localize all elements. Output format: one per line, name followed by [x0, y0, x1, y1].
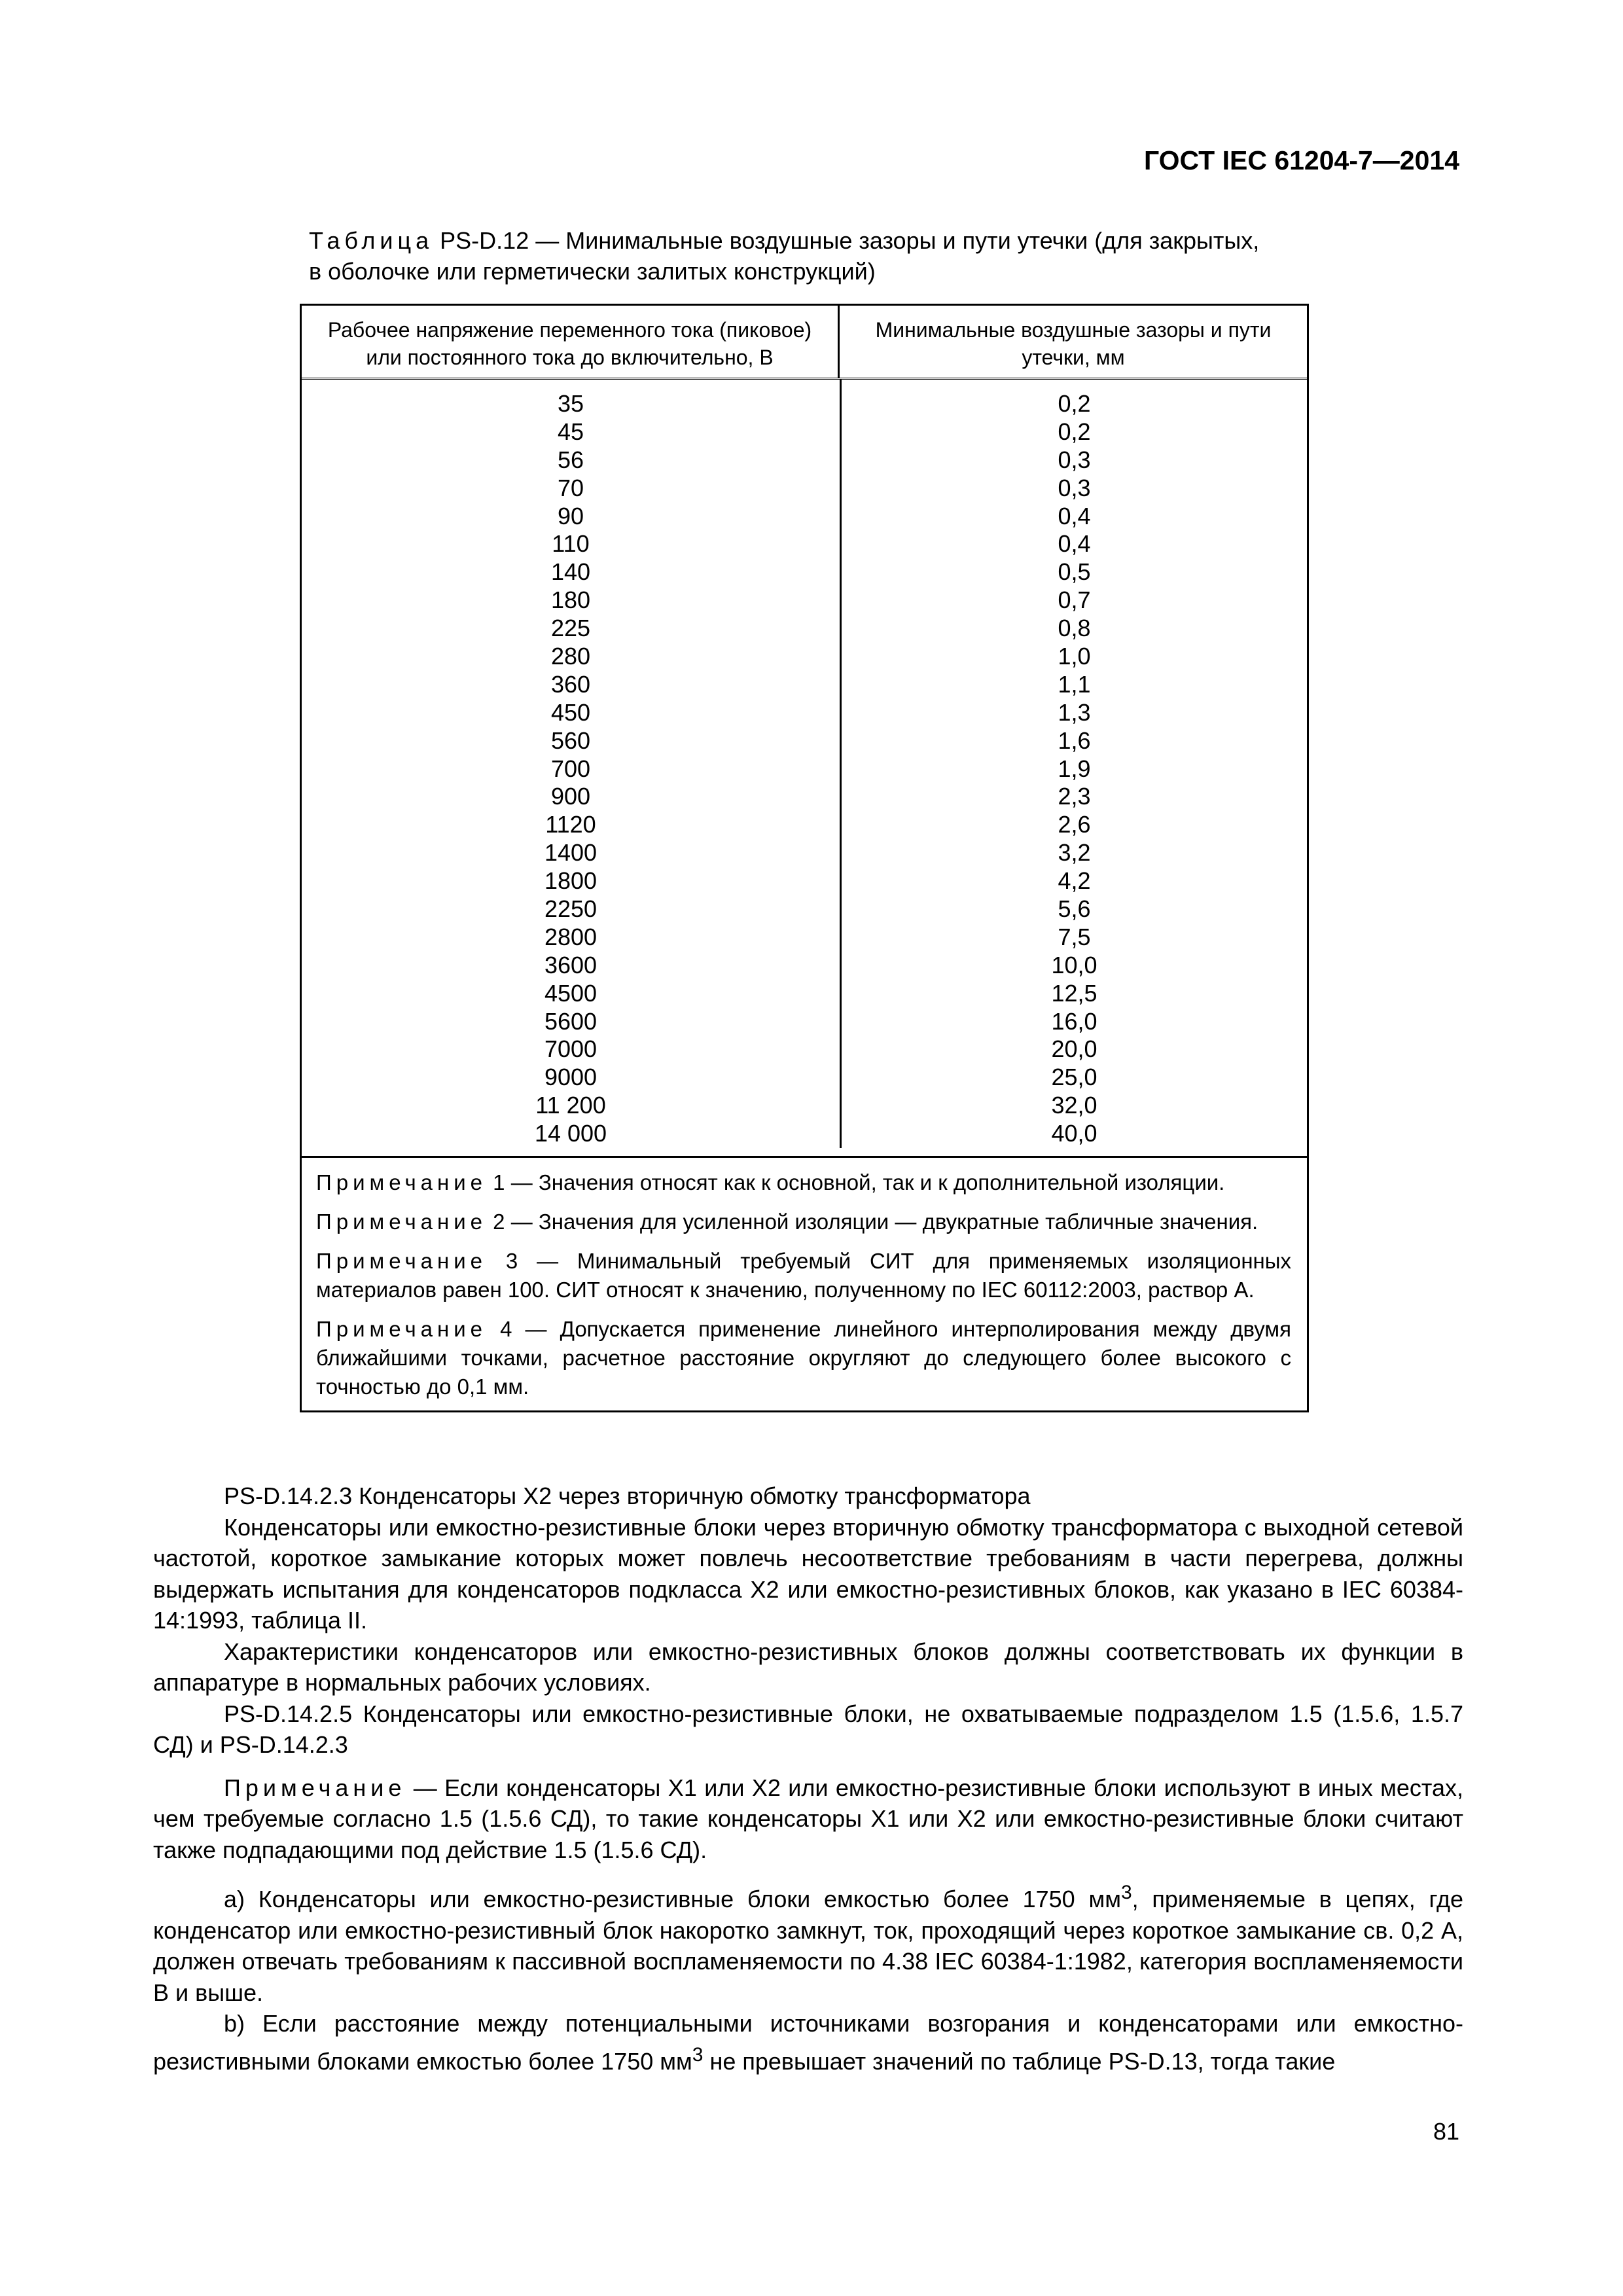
clearance-table [300, 304, 1309, 1412]
note-text: 2 — Значения для усиленной изоляции — двукратные табличные значения. [487, 1210, 1258, 1234]
paragraph-b-text: b) Если расстояние между потенциальными источниками возгорания и конденсаторами или емкостно-резистивными блоками емкостью более 1750 мм [153, 2010, 1463, 2075]
voltage-cell: 3600 [544, 951, 597, 978]
clearance-cell: 0,4 [1058, 530, 1091, 558]
voltage-cell: 35 [557, 390, 584, 417]
paragraph: Характеристики конденсаторов или емкостно-резистивных блоков должны соответствовать их функции в аппаратуре в нормальных рабочих условиях. [153, 1638, 1463, 1696]
clearance-cell: 0,3 [1058, 474, 1091, 501]
clearance-cell: 2,3 [1058, 783, 1091, 810]
note-text: — Если конденсаторы Х1 или Х2 или емкостно-резистивные блоки используют в иных местах, чем требуемые согласно 1.5 (1.5.6 СД), то такие конденсаторы Х1 или Х2 или емкостно-резистивные блоки считают также подпадающими под действие 1.5 (1.5.6 СД). [153, 1774, 1463, 1863]
section-heading: PS-D.14.2.3 Конденсаторы Х2 через вторичную обмотку трансформатора [224, 1482, 1031, 1509]
clearance-cell: 0,8 [1058, 615, 1091, 642]
clearance-cell: 16,0 [1051, 1007, 1097, 1035]
table-notes [302, 1156, 1307, 1410]
clearance-cell: 1,9 [1058, 755, 1091, 782]
voltage-cell: 280 [550, 643, 591, 670]
clearance-cell: 2,6 [1058, 811, 1091, 838]
clearance-cell: 10,0 [1051, 951, 1097, 978]
body-text [153, 1480, 1463, 2077]
clearance-cell: 3,2 [1058, 839, 1091, 867]
voltage-cell: 180 [550, 586, 591, 614]
col-clearance-header [840, 306, 1307, 378]
note-label: Примечание [316, 1210, 488, 1234]
clearance-cell: 20,0 [1051, 1035, 1097, 1063]
superscript: 3 [692, 2043, 704, 2066]
paragraph-a-text-cont: , применяемые в цепях, где конденсатор или емкостно-резистивный блок накоротко замкнут, ток, проходящий через короткое замыкание св. 0,2 А, должен отвечать требованиям к пассивной воспламеняемости по 4.38 IEC 60384-1:1982, категория воспламеняемости В и выше. [153, 1886, 1463, 2006]
paragraph-b-text-cont: не превышает значений по таблице PS-D.13, тогда такие [703, 2047, 1336, 2075]
voltage-cell: 2250 [544, 895, 597, 923]
voltage-cell: 2800 [544, 923, 597, 950]
voltage-cell: 225 [550, 615, 591, 642]
voltage-cell: 560 [550, 726, 591, 754]
clearance-cell: 32,0 [1051, 1092, 1097, 1119]
voltage-column [302, 380, 842, 1148]
voltage-cell: 900 [550, 783, 591, 810]
clearance-cell: 1,0 [1058, 643, 1091, 670]
table-caption-text: PS-D.12 — Минимальные воздушные зазоры и пути утечки (для закрытых, [433, 227, 1260, 254]
paragraph: Конденсаторы или емкостно-резистивные блоки через вторичную обмотку трансформатора с выходной сетевой частотой, короткое замыкание которых может повлечь несоответствие требованиям в части перегрева, должны выдержать испытания для конденсаторов подкласса Х2 или емкостно-резистивных блоков, как указано в IEC 60384-14:1993, таблица II. [153, 1513, 1463, 1634]
clearance-cell: 1,3 [1058, 698, 1091, 726]
clearance-cell: 5,6 [1058, 895, 1091, 923]
table-note [316, 1168, 1291, 1197]
voltage-cell: 1400 [544, 839, 597, 867]
clearance-cell: 0,2 [1058, 418, 1091, 445]
voltage-cell: 4500 [544, 979, 597, 1007]
paragraph-b [153, 2008, 1463, 2077]
note-label: Примечание [224, 1774, 406, 1801]
clearance-cell: 12,5 [1051, 979, 1097, 1007]
note-label: Примечание [316, 1249, 488, 1274]
voltage-cell: 9000 [544, 1064, 597, 1091]
voltage-cell: 56 [557, 446, 584, 473]
voltage-cell: 1800 [544, 867, 597, 895]
col-voltage-header-line2: или постоянного тока до включительно, В [366, 346, 774, 369]
clearance-column [842, 380, 1307, 1148]
page-number: 81 [1433, 2118, 1459, 2145]
voltage-cell: 140 [550, 558, 591, 586]
clearance-cell: 7,5 [1058, 923, 1091, 950]
voltage-cell: 70 [557, 474, 584, 501]
table-caption-label: Таблица [309, 227, 434, 254]
note-paragraph [153, 1772, 1463, 1866]
paragraph-a-text: a) Конденсаторы или емкостно-резистивные блоки емкостью более 1750 мм [224, 1886, 1121, 1912]
clearance-cell: 0,3 [1058, 446, 1091, 473]
voltage-cell: 110 [552, 530, 590, 558]
voltage-cell: 1120 [545, 811, 596, 838]
note-label: Примечание [316, 1317, 488, 1342]
voltage-cell: 11 200 [535, 1092, 606, 1119]
table-body [302, 380, 1307, 1156]
col-clearance-header-line1: Минимальные воздушные зазоры и пути [875, 318, 1272, 342]
voltage-cell: 14 000 [534, 1120, 607, 1147]
table-caption-line2: в оболочке или герметически залитых конструкций) [309, 258, 876, 285]
clearance-cell: 0,5 [1058, 558, 1091, 586]
clearance-cell: 0,2 [1058, 390, 1091, 417]
voltage-cell: 7000 [544, 1035, 597, 1063]
clearance-cell: 0,4 [1058, 502, 1091, 529]
col-clearance-header-line2: утечки, мм [1022, 346, 1125, 369]
col-voltage-header [302, 306, 840, 378]
note-label: Примечание [316, 1170, 488, 1195]
clearance-cell: 1,1 [1058, 670, 1091, 698]
clearance-cell: 25,0 [1051, 1064, 1097, 1091]
clearance-cell: 4,2 [1058, 867, 1091, 895]
paragraph-a [153, 1877, 1463, 2008]
table-caption [309, 225, 1330, 287]
voltage-cell: 5600 [544, 1007, 597, 1035]
superscript: 3 [1120, 1882, 1132, 1903]
note-text: 4 — Допускается применение линейного интерполирования между двумя ближайшими точками, расчетное расстояние округляют до следующего более высокого с точностью до 0,1 мм. [316, 1317, 1291, 1399]
table-note [316, 1315, 1291, 1401]
voltage-cell: 45 [557, 418, 584, 445]
standard-designation: ГОСТ IEC 61204-7—2014 [1143, 145, 1459, 175]
col-voltage-header-line1: Рабочее напряжение переменного тока (пиковое) [327, 318, 812, 342]
note-text: 3 — Минимальный требуемый СИТ для применяемых изоляционных материалов равен 100. СИТ относят к значению, полученному по IEC 60112:2003, раствор А. [316, 1249, 1291, 1302]
voltage-cell: 700 [550, 755, 591, 782]
clearance-cell: 1,6 [1058, 726, 1091, 754]
voltage-cell: 90 [557, 502, 584, 529]
note-text: 1 — Значения относят как к основной, так и к дополнительной изоляции. [487, 1170, 1225, 1195]
table-note [316, 1247, 1291, 1304]
clearance-cell: 40,0 [1051, 1120, 1097, 1147]
table-note [316, 1208, 1291, 1236]
voltage-cell: 360 [550, 670, 591, 698]
section-heading: PS-D.14.2.5 Конденсаторы или емкостно-резистивные блоки, не охватываемые подразделом 1.5 (1.5.6, 1.5.7 СД) и PS-D.14.2.3 [153, 1700, 1463, 1758]
voltage-cell: 450 [550, 698, 591, 726]
table-header-row [302, 306, 1307, 380]
clearance-cell: 0,7 [1058, 586, 1091, 614]
